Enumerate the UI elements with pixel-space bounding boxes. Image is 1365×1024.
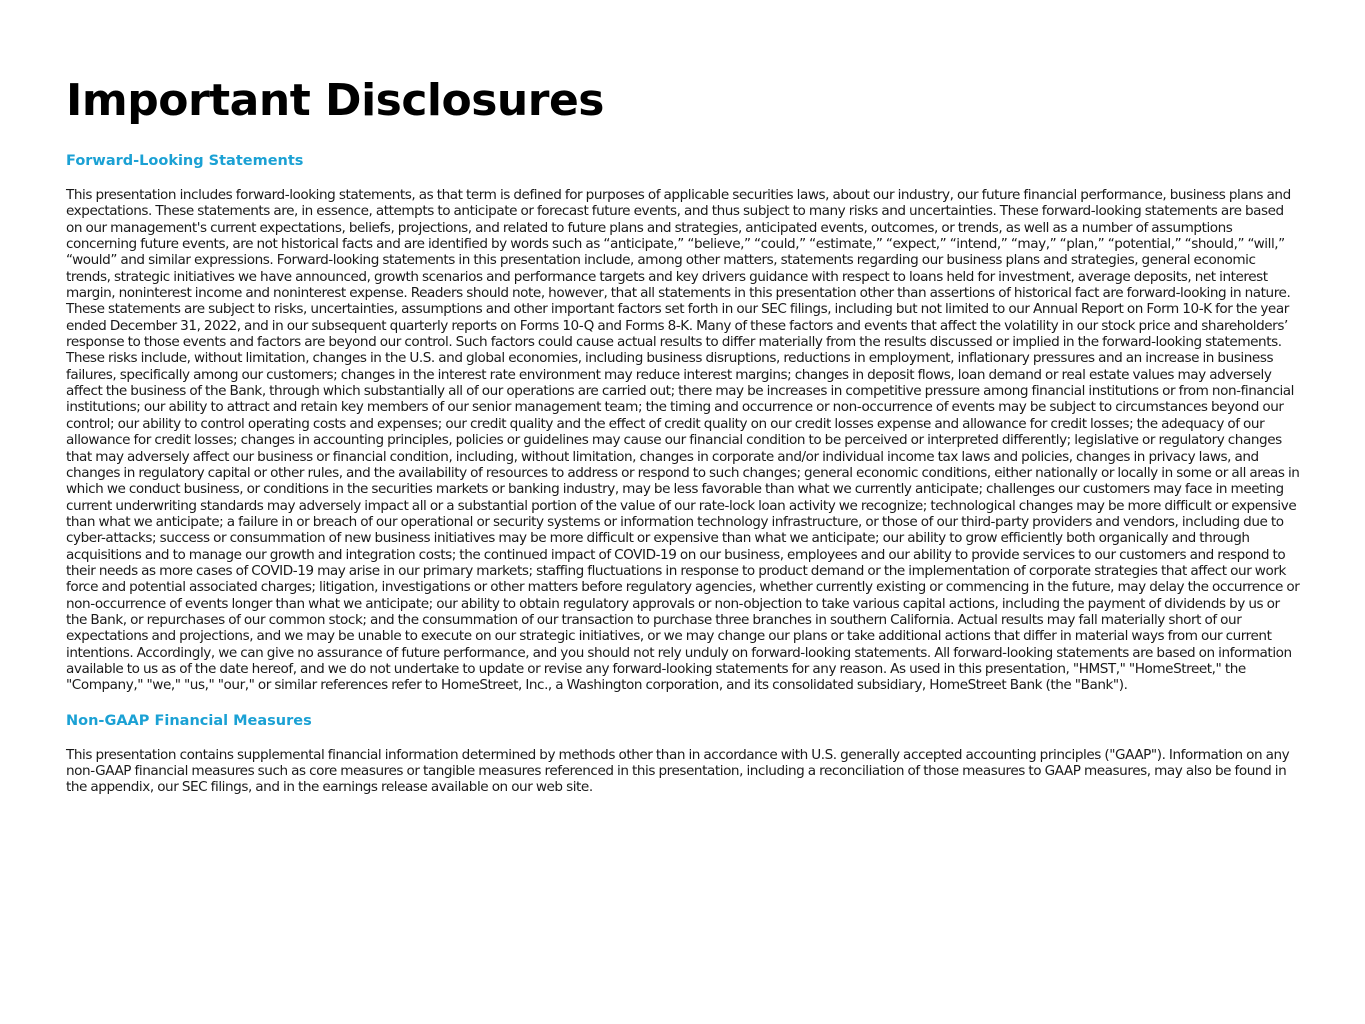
forward-looking-body: This presentation includes forward-looking statements, as that term is defined for purposes of applicable securities laws, about our industry, our future financial performance, business plans and expectations. These statements are, in essence, attempts to anticipate or forecast future events, and thus subject to many risks and uncertainties. These forward-looking statements are based on our management's current expectations, beliefs, projections, and related to future plans and strategies, anticipated events, outcomes, or trends, as well as a number of assumptions concerning future events, are not historical facts and are identified by words such as “anticipate,” “believe,” “could,” “estimate,” “expect,” “intend,” “may,” “plan,” “potential,” “should,” “will,” “would” and similar expressions. Forward-looking statements in this presentation include, among other matters, statements regarding our business plans and strategies, general economic trends, strategic initiatives we have announced, growth scenarios and performance targets and key drivers guidance with respect to loans held for investment, average deposits, net interest margin, noninterest income and noninterest expense. Readers should note, however, that all statements in this presentation other than assertions of historical fact are forward-looking in nature. These statements are subject to risks, uncertainties, assumptions and other important factors set forth in our SEC filings, including but not limited to our Annual Report on Form 10-K for the year ended December 31, 2022, and in our subsequent quarterly reports on Forms 10-Q and Forms 8-K. Many of these factors and events that affect the volatility in our stock price and shareholders’ response to those events and factors are beyond our control. Such factors could cause actual results to differ materially from the results discussed or implied in the forward-looking statements. These risks include, without limitation, changes in the U.S. and global economies, including business disruptions, reductions in employment, inflationary pressures and an increase in business failures, specifically among our customers; changes in the interest rate environment may reduce interest margins; changes in deposit flows, loan demand or real estate values may adversely affect the business of the Bank, through which substantially all of our operations are carried out; there may be increases in competitive pressure among financial institutions or from non-financial institutions; our ability to attract and retain key members of our senior management team; the timing and occurrence or non-occurrence of events may be subject to circumstances beyond our control; our ability to control operating costs and expenses; our credit quality and the effect of credit quality on our credit losses expense and allowance for credit losses; the adequacy of our allowance for credit losses; changes in accounting principles, policies or guidelines may cause our financial condition to be perceived or interpreted differently; legislative or regulatory changes that may adversely affect our business or financial condition, including, without limitation, changes in corporate and/or individual income tax laws and policies, changes in privacy laws, and changes in regulatory capital or other rules, and the availability of resources to address or respond to such changes; general economic conditions, either nationally or locally in some or all areas in which we conduct business, or conditions in the securities markets or banking industry, may be less favorable than what we currently anticipate; challenges our customers may face in meeting current underwriting standards may adversely impact all or a substantial portion of the value of our rate-lock loan activity we recognize; technological changes may be more difficult or expensive than what we anticipate; a failure in or breach of our operational or security systems or information technology infrastructure, or those of our third-party providers and vendors, including due to cyber-attacks; success or consummation of new business initiatives may be more difficult or expensive than what we anticipate; our ability to grow efficiently both organically and through acquisitions and to manage our growth and integration costs; the continued impact of COVID-19 on our business, employees and our ability to provide services to our customers and respond to their needs as more cases of COVID-19 may arise in our primary markets; staffing fluctuations in response to product demand or the implementation of corporate strategies that affect our work force and potential associated charges; litigation, investigations or other matters before regulatory agencies, whether currently existing or commencing in the future, may delay the occurrence or non-occurrence of events longer than what we anticipate; our ability to obtain regulatory approvals or non-objection to take various capital actions, including the payment of dividends by us or the Bank, or repurchases of our common stock; and the consummation of our transaction to purchase three branches in southern California. Actual results may fall materially short of our expectations and projections, and we may be unable to execute on our strategic initiatives, or we may change our plans or take additional actions that differ in material ways from our current intentions. Accordingly, we can give no assurance of future performance, and you should not rely unduly on forward-looking statements. All forward-looking statements are based on information available to us as of the date hereof, and we do not undertake to update or revise any forward-looking statements for any reason. As used in this presentation, "HMST," "HomeStreet," the "Company," "we," "us," "our," or similar references refer to HomeStreet, Inc., a Washington corporation, and its consolidated subsidiary, HomeStreet Bank (the "Bank"). — [66, 187, 1300, 694]
non-gaap-section — [66, 712, 1302, 796]
non-gaap-body: This presentation contains supplemental financial information determined by methods other than in accordance with U.S. generally accepted accounting principles ("GAAP"). Information on any non-GAAP financial measures such as core measures or tangible measures referenced in this presentation, including a reconciliation of those measures to GAAP measures, may also be found in the appendix, our SEC filings, and in the earnings release available on our web site. — [66, 746, 1290, 796]
forward-looking-section — [66, 152, 1302, 694]
forward-looking-heading: Forward-Looking Statements — [66, 153, 304, 169]
non-gaap-heading: Non-GAAP Financial Measures — [66, 712, 312, 729]
page-title: Important Disclosures — [66, 75, 604, 126]
disclosures-slide — [66, 72, 1302, 814]
